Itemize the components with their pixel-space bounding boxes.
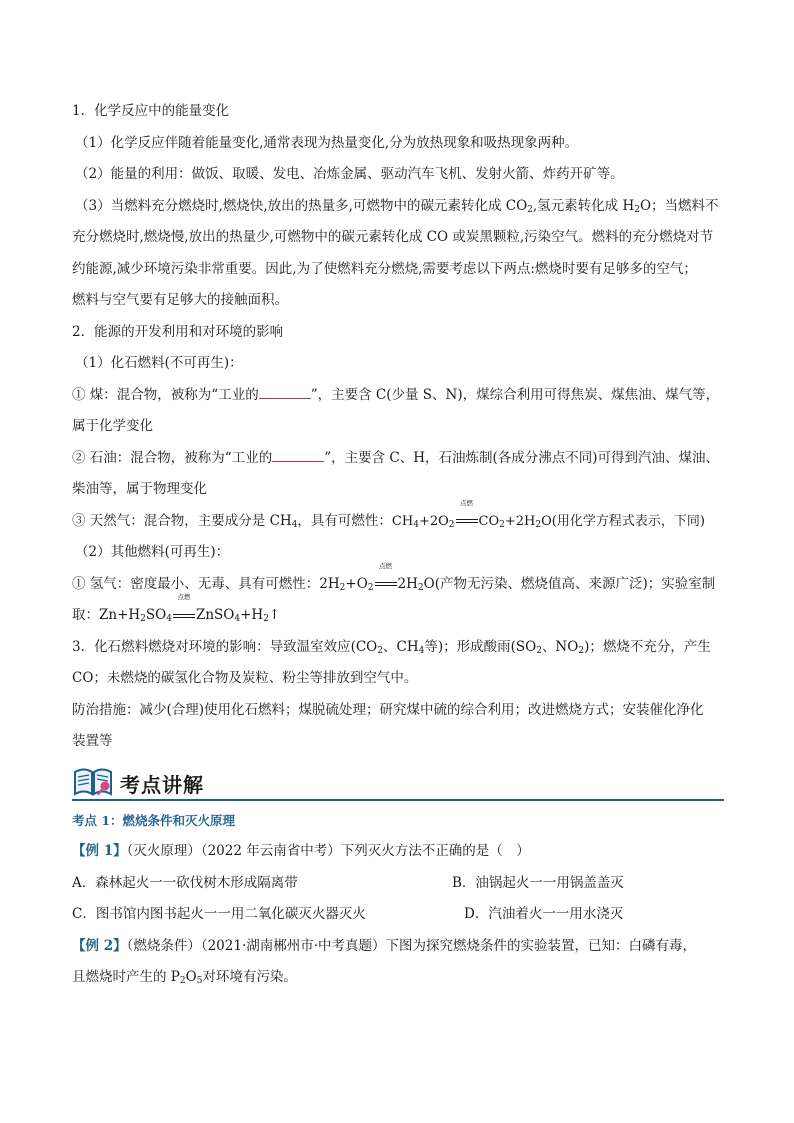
coal-item: ① 煤：混合物，被称为“工业的 ”，主要含 C(少量 S、N)，煤综合利用可得焦炭、煤焦油、煤气等，	[72, 380, 722, 412]
section-divider	[72, 799, 724, 801]
heading-environment-impact: 3．化石燃料燃烧对环境的影响：导致温室效应($CO_2$、$CH_4$等)；形成酸雨($SO_2$、$NO_2$)；燃烧不充分，产生	[72, 638, 711, 656]
topic-heading: 考点 1：燃烧条件和灭火原理	[72, 813, 236, 828]
paragraph: （1）化石燃料(不可再生)：	[75, 355, 243, 371]
fill-blank	[272, 447, 324, 462]
options-row-2	[72, 899, 722, 931]
exercise-block	[72, 806, 722, 994]
section-title: 考点讲解	[120, 773, 204, 797]
option-a: A．森林起火一一砍伐树木形成隔离带	[72, 874, 298, 891]
paragraph: 防治措施：减少(合理)使用化石燃料；煤脱硫处理；研究煤中硫的综合利用；改进燃烧方式；安装催化净化	[72, 701, 704, 718]
notes-body	[72, 96, 722, 758]
section-header	[72, 762, 722, 802]
paragraph: （3）当燃料充分燃烧时,燃烧快,放出的热量多,可燃物中的碳元素转化成 $CO_2$,氢元素转化成 $H_2O$；当燃料不	[75, 197, 719, 215]
reaction-arrow: 点燃	[172, 600, 196, 632]
paragraph: （2）其他燃料(可再生)：	[75, 544, 230, 560]
oil-item-cont: 柴油等，属于物理变化	[72, 481, 207, 497]
heading-energy-change: 1．化学反应中的能量变化	[72, 103, 230, 119]
equation: $CH_4+2O_2$	[391, 513, 455, 530]
option-d: D．汽油着火一一用水浇灭	[464, 906, 624, 922]
paragraph: （1）化学反应伴随着能量变化,通常表现为热量变化,分为放热现象和吸热现象两种。	[75, 134, 579, 151]
paragraph: CO；未燃烧的碳氢化合物及炭粒、粉尘等排放到空气中。	[72, 670, 418, 686]
option-b: B．油锅起火一一用锅盖盖灭	[452, 874, 624, 891]
paragraph: （2）能量的利用：做饭、取暖、发电、冶炼金属、驱动汽车飞机、发射火箭、炸药开矿等。	[75, 166, 624, 182]
fill-blank	[259, 384, 311, 399]
example-1: 【例 1】（灭火原理）（2022 年云南省中考）下列灭火方法不正确的是（ ）	[72, 843, 530, 859]
paragraph: 装置等	[72, 733, 113, 749]
example-2: 【例 2】（燃烧条件）（2021·湖南郴州市·中考真题）下图为探究燃烧条件的实验装置，已知：白磷有毒，	[72, 937, 697, 954]
example-2-cont: 且燃烧时产生的 $P_2O_5$对环境有污染。	[72, 969, 297, 986]
open-book-icon	[72, 764, 114, 798]
coal-item-cont: 属于化学变化	[72, 418, 153, 434]
hydrogen-item-cont: 取：$Zn+H_2SO_4$ 点燃 $ZnSO_4+H_2↑$	[72, 600, 722, 632]
heading-energy-development: 2．能源的开发利用和对环境的影响	[72, 323, 284, 340]
paragraph: 约能源,减少环境污染非常重要。因此,为了使燃料充分燃烧,需要考虑以下两点:燃烧时要有足够多的空气；	[72, 260, 697, 277]
options-row-1	[72, 868, 722, 900]
natural-gas-item: ③ 天然气：混合物，主要成分是 $CH_4$，具有可燃性：$CH_4+2O_2$ 点燃 $CO_2+2H_2O$(用化学方程式表示，下同)	[72, 506, 722, 538]
hydrogen-item: ① 氢气：密度最小、无毒、具有可燃性：$2H_2+O_2$ 点燃 $2H_2O$(产物无污染、燃烧值高、来源广泛)；实验室制	[72, 569, 722, 601]
paragraph: 燃料与空气要有足够大的接触面积。	[72, 292, 288, 308]
reaction-arrow: 点燃	[455, 506, 479, 538]
oil-item: ② 石油：混合物，被称为“工业的 ”，主要含 C、H，石油炼制(各成分沸点不同)可得到汽油、煤油、	[72, 443, 722, 475]
paragraph: 充分燃烧时,燃烧慢,放出的热量少,可燃物中的碳元素转化成 CO 或炭黑颗粒,污染空气。燃料的充分燃烧对节	[72, 229, 714, 245]
option-c: C．图书馆内图书起火一一用二氧化碳灭火器灭火	[72, 906, 366, 922]
reaction-arrow: 点燃	[374, 569, 398, 601]
